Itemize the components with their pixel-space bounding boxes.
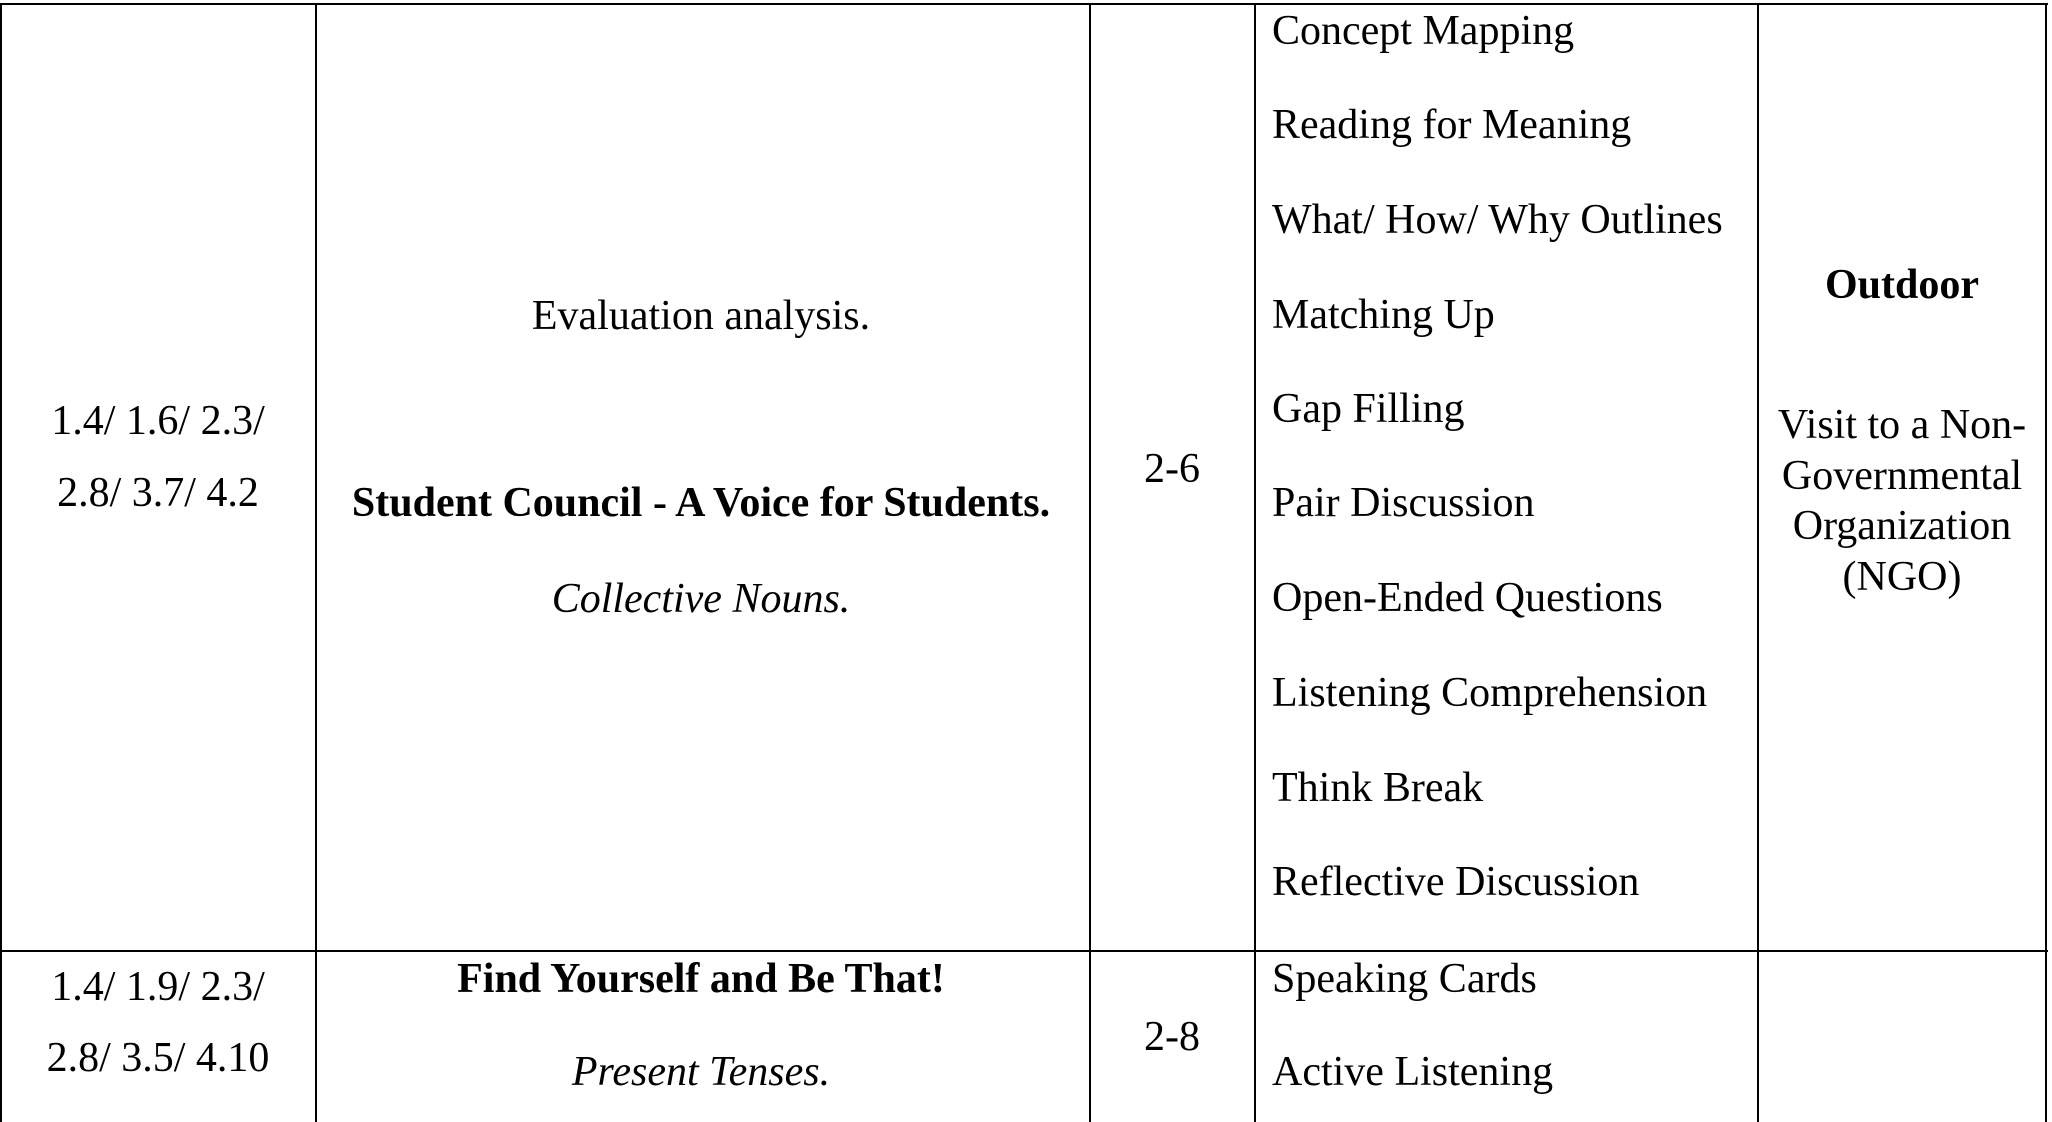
grammar-topic: Present Tenses. — [571, 1049, 831, 1095]
activity-item: Reflective Discussion — [1272, 859, 1640, 905]
activity-item: Matching Up — [1272, 292, 1495, 338]
activity-item: Gap Filling — [1272, 386, 1465, 432]
table-border-left — [0, 3, 2, 1122]
content-intro: Evaluation analysis. — [531, 293, 871, 339]
resources-line: Governmental — [1781, 453, 2023, 499]
lesson-title: Student Council - A Voice for Students. — [351, 480, 1051, 526]
column-divider-1 — [315, 3, 317, 1122]
grammar-topic: Collective Nouns. — [551, 576, 851, 622]
lesson-title: Find Yourself and Be That! — [457, 956, 945, 1002]
periods-value: 2-8 — [1144, 1014, 1200, 1060]
row-divider — [0, 950, 2048, 952]
activity-item: Active Listening — [1272, 1049, 1554, 1095]
column-divider-3 — [1254, 3, 1256, 1122]
learning-outcomes-line-2: 2.8/ 3.7/ 4.2 — [57, 470, 259, 516]
learning-outcomes-line-2: 2.8/ 3.5/ 4.10 — [46, 1035, 270, 1081]
activity-item: Listening Comprehension — [1272, 670, 1708, 716]
learning-outcomes-line-1: 1.4/ 1.6/ 2.3/ — [51, 398, 265, 444]
activity-item: Open-Ended Questions — [1272, 575, 1663, 621]
activity-item: What/ How/ Why Outlines — [1272, 197, 1723, 243]
activity-item: Speaking Cards — [1272, 956, 1537, 1002]
resources-line: Organization — [1792, 503, 2012, 549]
periods-value: 2-6 — [1144, 446, 1200, 492]
resources-line: Visit to a Non- — [1777, 402, 2027, 448]
table-border-top — [0, 3, 2048, 5]
learning-outcomes-line-1: 1.4/ 1.9/ 2.3/ — [51, 964, 265, 1010]
activity-item: Pair Discussion — [1272, 480, 1535, 526]
table-border-right — [2045, 3, 2047, 1122]
column-divider-2 — [1089, 3, 1091, 1122]
resources-line: (NGO) — [1842, 554, 1962, 600]
activity-item: Concept Mapping — [1272, 8, 1575, 54]
column-divider-4 — [1757, 3, 1759, 1122]
activity-item: Think Break — [1272, 765, 1484, 811]
resources-heading: Outdoor — [1824, 262, 1980, 308]
activity-item: Reading for Meaning — [1272, 102, 1632, 148]
